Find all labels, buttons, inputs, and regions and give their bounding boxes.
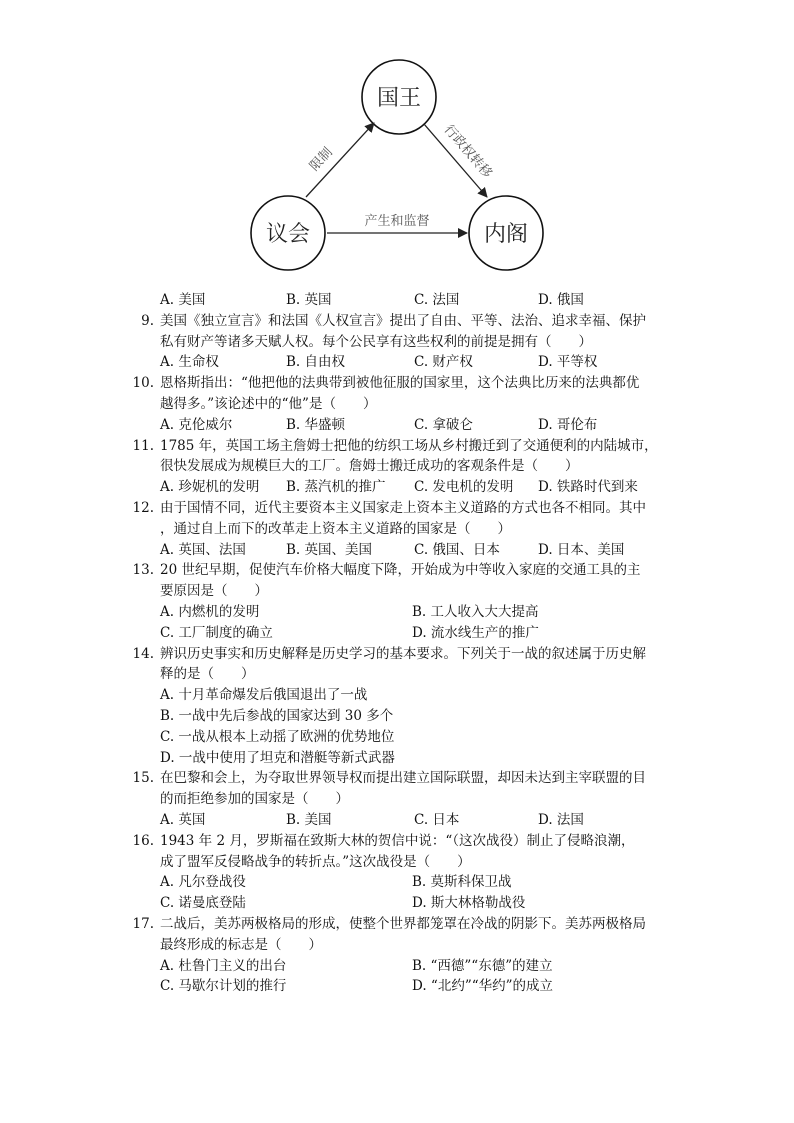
answer-options-row: [0, 685, 794, 705]
answer-option[interactable]: D. “北约”“华约”的成立: [412, 978, 554, 994]
question-stem-line: [0, 914, 794, 934]
answer-option[interactable]: C. 工厂制度的确立: [160, 625, 273, 641]
question-stem-line: [0, 373, 794, 393]
answer-options-row: [0, 623, 794, 643]
answer-options-row: [0, 706, 794, 726]
question-stem-text: 越得多。”该论述中的“他”是（ ）: [160, 396, 377, 412]
question-stem-line: [0, 456, 794, 476]
question-stem-text: 很快发展成为规模巨大的工厂。詹姆士搬迁成功的客观条件是（ ）: [160, 458, 579, 474]
question-stem-text: 最终形成的标志是（ ）: [160, 937, 322, 953]
question-number: 15.: [132, 770, 154, 786]
question-stem-text: 的而拒绝参加的国家是（ ）: [160, 791, 349, 807]
question-number: 13.: [132, 562, 154, 578]
question-stem-text: 成了盟军反侵略战争的转折点。”这次战役是（ ）: [160, 854, 471, 870]
question-stem-text: 辨识历史事实和历史解释是历史学习的基本要求。下列关于一战的叙述属于历史解: [160, 646, 646, 662]
answer-option[interactable]: A. 凡尔登战役: [160, 874, 246, 890]
answer-option[interactable]: A. 内燃机的发明: [160, 604, 260, 620]
answer-option[interactable]: D. 法国: [538, 812, 584, 828]
question-stem-text: 美国《独立宣言》和法国《人权宣言》提出了自由、平等、法治、追求幸福、保护: [160, 313, 646, 329]
separation-of-powers-diagram: [0, 0, 794, 300]
answer-option[interactable]: C. 日本: [414, 812, 460, 828]
answer-option[interactable]: A. 克伦威尔: [160, 417, 233, 433]
answer-option[interactable]: C. 拿破仑: [414, 417, 473, 433]
question-stem-line: [0, 789, 794, 809]
question-stem-line: [0, 311, 794, 331]
answer-option[interactable]: D. 斯大林格勒战役: [412, 895, 526, 911]
answer-option[interactable]: C. 财产权: [414, 354, 473, 370]
answer-option[interactable]: A. 杜鲁门主义的出台: [160, 958, 287, 974]
answer-option[interactable]: A. 生命权: [160, 354, 219, 370]
question-stem-text: 恩格斯指出：“他把他的法典带到被他征服的国家里，这个法典比历来的法典都优: [160, 375, 640, 391]
question-number: 11.: [132, 438, 154, 454]
question-stem-line: [0, 831, 794, 851]
question-stem-line: [0, 581, 794, 601]
limit-label: 限制: [307, 144, 336, 175]
question-stem-text: 私有财产等诸多天赋人权。每个公民享有这些权利的前提是拥有（ ）: [160, 334, 592, 350]
answer-option[interactable]: B. 自由权: [286, 354, 346, 370]
answer-option[interactable]: C. 一战从根本上动摇了欧洲的优势地位: [160, 729, 395, 745]
answer-option[interactable]: B. 一战中先后参战的国家达到 30 多个: [160, 708, 394, 724]
question-stem-text: 要原因是（ ）: [160, 583, 268, 599]
answer-option[interactable]: D. 一战中使用了坦克和潜艇等新式武器: [160, 750, 395, 766]
question-stem-text: 1943 年 2 月，罗斯福在致斯大林的贺信中说：“（这次战役）制止了侵略浪潮，: [160, 833, 635, 849]
answer-option[interactable]: C. 马歇尔计划的推行: [160, 978, 287, 994]
answer-option[interactable]: A. 美国: [160, 292, 206, 308]
question-stem-text: 在巴黎和会上，为夺取世界领导权而提出建立国际联盟，却因未达到主宰联盟的目: [160, 770, 646, 786]
answer-options-row: [0, 748, 794, 768]
answer-options-row: [0, 893, 794, 913]
question-stem-line: [0, 436, 794, 456]
question-stem-text: ，通过自上而下的改革走上资本主义道路的国家是（ ）: [160, 521, 511, 537]
answer-option[interactable]: C. 俄国、日本: [414, 542, 500, 558]
answer-options-row: [0, 477, 794, 497]
cabinet-label: 内阁: [483, 222, 529, 247]
answer-options-row: [0, 956, 794, 976]
question-stem-text: 1785 年，英国工场主詹姆士把他的纺织工场从乡村搬迁到了交通便利的内陆城市，: [160, 438, 658, 454]
question-stem-line: [0, 768, 794, 788]
question-number: 10.: [132, 375, 154, 391]
answer-option[interactable]: B. 英国: [286, 292, 332, 308]
answer-options-row: [0, 872, 794, 892]
question-number: 16.: [132, 833, 154, 849]
answer-option[interactable]: C. 发电机的发明: [414, 479, 514, 495]
question-stem-line: [0, 935, 794, 955]
question-stem-text: 20 世纪早期，促使汽车价格大幅度下降，开始成为中等收入家庭的交通工具的主: [160, 562, 641, 578]
answer-option[interactable]: D. 铁路时代到来: [538, 479, 638, 495]
question-stem-line: [0, 644, 794, 664]
answer-options-row: [0, 810, 794, 830]
question-stem-line: [0, 519, 794, 539]
answer-option[interactable]: B. 英国、美国: [286, 542, 373, 558]
answer-option[interactable]: D. 平等权: [538, 354, 598, 370]
question-number: 12.: [132, 500, 154, 516]
answer-options-row: [0, 540, 794, 560]
parliament-label: 议会: [265, 222, 311, 247]
question-stem-line: [0, 394, 794, 414]
answer-option[interactable]: C. 诺曼底登陆: [160, 895, 246, 911]
answer-option[interactable]: B. “西德”“东德”的建立: [412, 958, 553, 974]
question-number: 9.: [141, 313, 154, 329]
answer-option[interactable]: A. 珍妮机的发明: [160, 479, 260, 495]
answer-options-row: [0, 415, 794, 435]
answer-option[interactable]: B. 莫斯科保卫战: [412, 874, 512, 890]
question-stem-line: [0, 664, 794, 684]
answer-option[interactable]: B. 华盛顿: [286, 417, 346, 433]
answer-option[interactable]: D. 流水线生产的推广: [412, 625, 539, 641]
answer-option[interactable]: D. 哥伦布: [538, 417, 598, 433]
answer-option[interactable]: B. 美国: [286, 812, 332, 828]
question-stem-line: [0, 560, 794, 580]
transfer-label: 行政权转移: [440, 122, 495, 182]
answer-option[interactable]: B. 蒸汽机的推广: [286, 479, 386, 495]
produce-label: 产生和监督: [364, 214, 430, 229]
answer-options-row: [0, 602, 794, 622]
question-stem-line: [0, 498, 794, 518]
answer-options-row: [0, 290, 794, 310]
answer-option[interactable]: A. 英国、法国: [160, 542, 246, 558]
answer-options-row: [0, 352, 794, 372]
answer-option[interactable]: D. 俄国: [538, 292, 584, 308]
answer-option[interactable]: A. 英国: [160, 812, 206, 828]
question-stem-text: 由于国情不同，近代主要资本主义国家走上资本主义道路的方式也各不相同。其中: [160, 500, 646, 516]
answer-option[interactable]: B. 工人收入大大提高: [412, 604, 539, 620]
answer-option[interactable]: A. 十月革命爆发后俄国退出了一战: [160, 687, 368, 703]
king-label: 国王: [376, 86, 422, 111]
question-number: 17.: [132, 916, 154, 932]
question-stem-text: 二战后，美苏两极格局的形成，使整个世界都笼罩在冷战的阴影下。美苏两极格局: [160, 916, 646, 932]
question-stem-line: [0, 332, 794, 352]
question-stem-text: 释的是（ ）: [160, 666, 255, 682]
question-number: 14.: [132, 646, 154, 662]
answer-option[interactable]: C. 法国: [414, 292, 460, 308]
answer-options-row: [0, 727, 794, 747]
question-stem-line: [0, 852, 794, 872]
answer-option[interactable]: D. 日本、美国: [538, 542, 625, 558]
answer-options-row: [0, 976, 794, 996]
